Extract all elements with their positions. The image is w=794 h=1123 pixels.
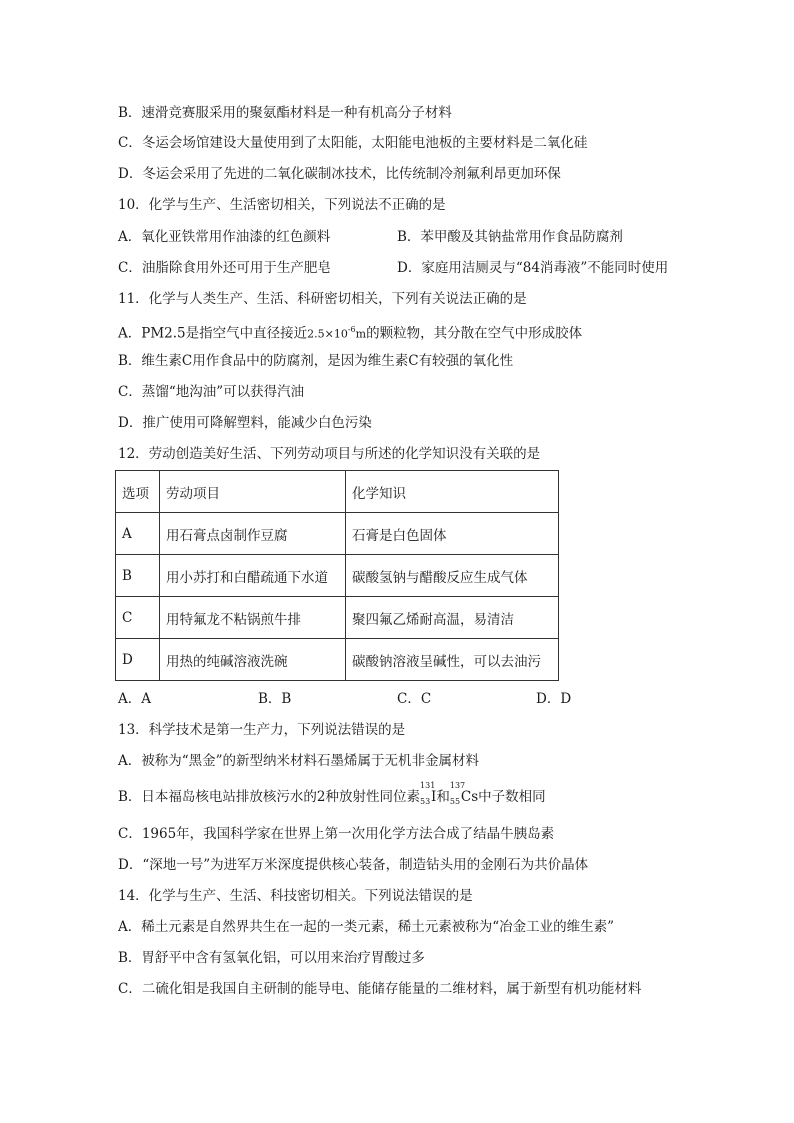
q12-option-a: A．A [118, 691, 151, 707]
table-cell: A [116, 513, 160, 555]
q9-option-c: C．冬运会场馆建设大量使用到了太阳能，太阳能电池板的主要材料是二氧化硅 [118, 135, 588, 151]
q13-option-d: D．“深地一号”为进军万米深度提供核心装备，制造钻头用的金刚石为共价晶体 [118, 857, 589, 873]
q11a-text-pre: A．PM2.5是指空气中直径接近 [118, 325, 308, 342]
q10-option-a: A．氧化亚铁常用作油漆的红色颜料 [118, 229, 331, 245]
table-cell: 用石膏点卤制作豆腐 [160, 513, 346, 555]
table-cell: C [116, 597, 160, 639]
q13b-text-and: 和 [436, 789, 450, 805]
element-symbol: I [431, 789, 437, 805]
q12-stem: 12．劳动创造美好生活、下列劳动项目与所述的化学知识没有关联的是 [118, 446, 541, 462]
q12-table [115, 470, 559, 681]
element-symbol: Cs [460, 789, 479, 805]
mass-number: 131 [420, 781, 436, 790]
table-row [116, 639, 559, 681]
q14-option-b: B．胃舒平中含有氢氧化铝，可以用来治疗胃酸过多 [118, 950, 425, 966]
table-cell: B [116, 555, 160, 597]
q13b-text-pre: B．日本福岛核电站排放核污水的2种放射性同位素 [118, 789, 421, 805]
table-header-cell: 劳动项目 [160, 471, 346, 513]
q13-option-c: C．1965年，我国科学家在世界上第一次用化学方法合成了结晶牛胰岛素 [118, 826, 555, 842]
table-row [116, 597, 559, 639]
q14-option-c: C．二硫化钼是我国自主研制的能导电、能储存能量的二维材料，属于新型有机功能材料 [118, 981, 642, 997]
q10-option-d: D．家庭用洁厕灵与“84消毒液”不能同时使用 [397, 260, 669, 276]
table-cell: D [116, 639, 160, 681]
q11-option-a [118, 321, 582, 344]
table-header-row [116, 471, 559, 513]
q14-option-a: A．稀土元素是自然界共生在一起的一类元素，稀土元素被称为“冶金工业的维生素” [118, 919, 615, 935]
q10-option-c: C．油脂除食用外还可用于生产肥皂 [118, 260, 331, 276]
q9-option-d: D．冬运会采用了先进的二氧化碳制冰技术，比传统制冷剂氟利昂更加环保 [118, 166, 561, 182]
atomic-number: 55 [449, 797, 461, 806]
isotope-iodine [420, 781, 437, 806]
table-cell: 石膏是白色固体 [346, 513, 559, 555]
q13-option-a: A．被称为“黑金”的新型纳米材料石墨烯属于无机非金属材料 [118, 753, 480, 769]
table-row [116, 555, 559, 597]
table-cell: 用特氟龙不粘锅煎牛排 [160, 597, 346, 639]
q10-option-b: B．苯甲酸及其钠盐常用作食品防腐剂 [397, 229, 623, 245]
q11-option-c: C．蒸馏“地沟油”可以获得汽油 [118, 384, 305, 400]
q11a-exponent: -6 [347, 325, 356, 334]
q13-stem: 13．科学技术是第一生产力，下列说法错误的是 [118, 722, 406, 738]
table-cell: 碳酸氢钠与醋酸反应生成气体 [346, 555, 559, 597]
table-cell: 碳酸钠溶液呈碱性，可以去油污 [346, 639, 559, 681]
q13b-text-post: 中子数相同 [478, 789, 546, 805]
q11a-number: 2.5×10 [307, 327, 348, 341]
q10-stem: 10．化学与生产、生活密切相关，下列说法不正确的是 [118, 197, 446, 213]
q11-option-d: D．推广使用可降解塑料，能减少白色污染 [118, 415, 372, 431]
table-cell: 用热的纯碱溶液洗碗 [160, 639, 346, 681]
q12-option-c: C．C [397, 691, 432, 707]
q9-option-b: B．速滑竞赛服采用的聚氨酯材料是一种有机高分子材料 [118, 105, 452, 121]
q13-option-b [118, 781, 546, 806]
table-header-cell: 选项 [116, 471, 160, 513]
isotope-cesium [449, 781, 479, 806]
atomic-number: 53 [420, 797, 431, 806]
q11-option-b: B．维生素C用作食品中的防腐剂，是因为维生素C有较强的氧化性 [118, 353, 514, 369]
table-cell: 聚四氟乙烯耐高温，易清洁 [346, 597, 559, 639]
table-cell: 用小苏打和白醋疏通下水道 [160, 555, 346, 597]
q12-option-b: B．B [258, 691, 292, 707]
table-row [116, 513, 559, 555]
table-header-cell: 化学知识 [346, 471, 559, 513]
mass-number: 137 [449, 781, 466, 790]
q11-stem: 11．化学与人类生产、生活、科研密切相关，下列有关说法正确的是 [118, 291, 527, 307]
q14-stem: 14．化学与生产、生活、科技密切相关。下列说法错误的是 [118, 888, 473, 904]
q11a-unit: m [355, 327, 367, 341]
q11a-text-post: 的颗粒物，其分散在空气中形成胶体 [366, 325, 583, 342]
q12-option-d: D．D [536, 691, 572, 707]
